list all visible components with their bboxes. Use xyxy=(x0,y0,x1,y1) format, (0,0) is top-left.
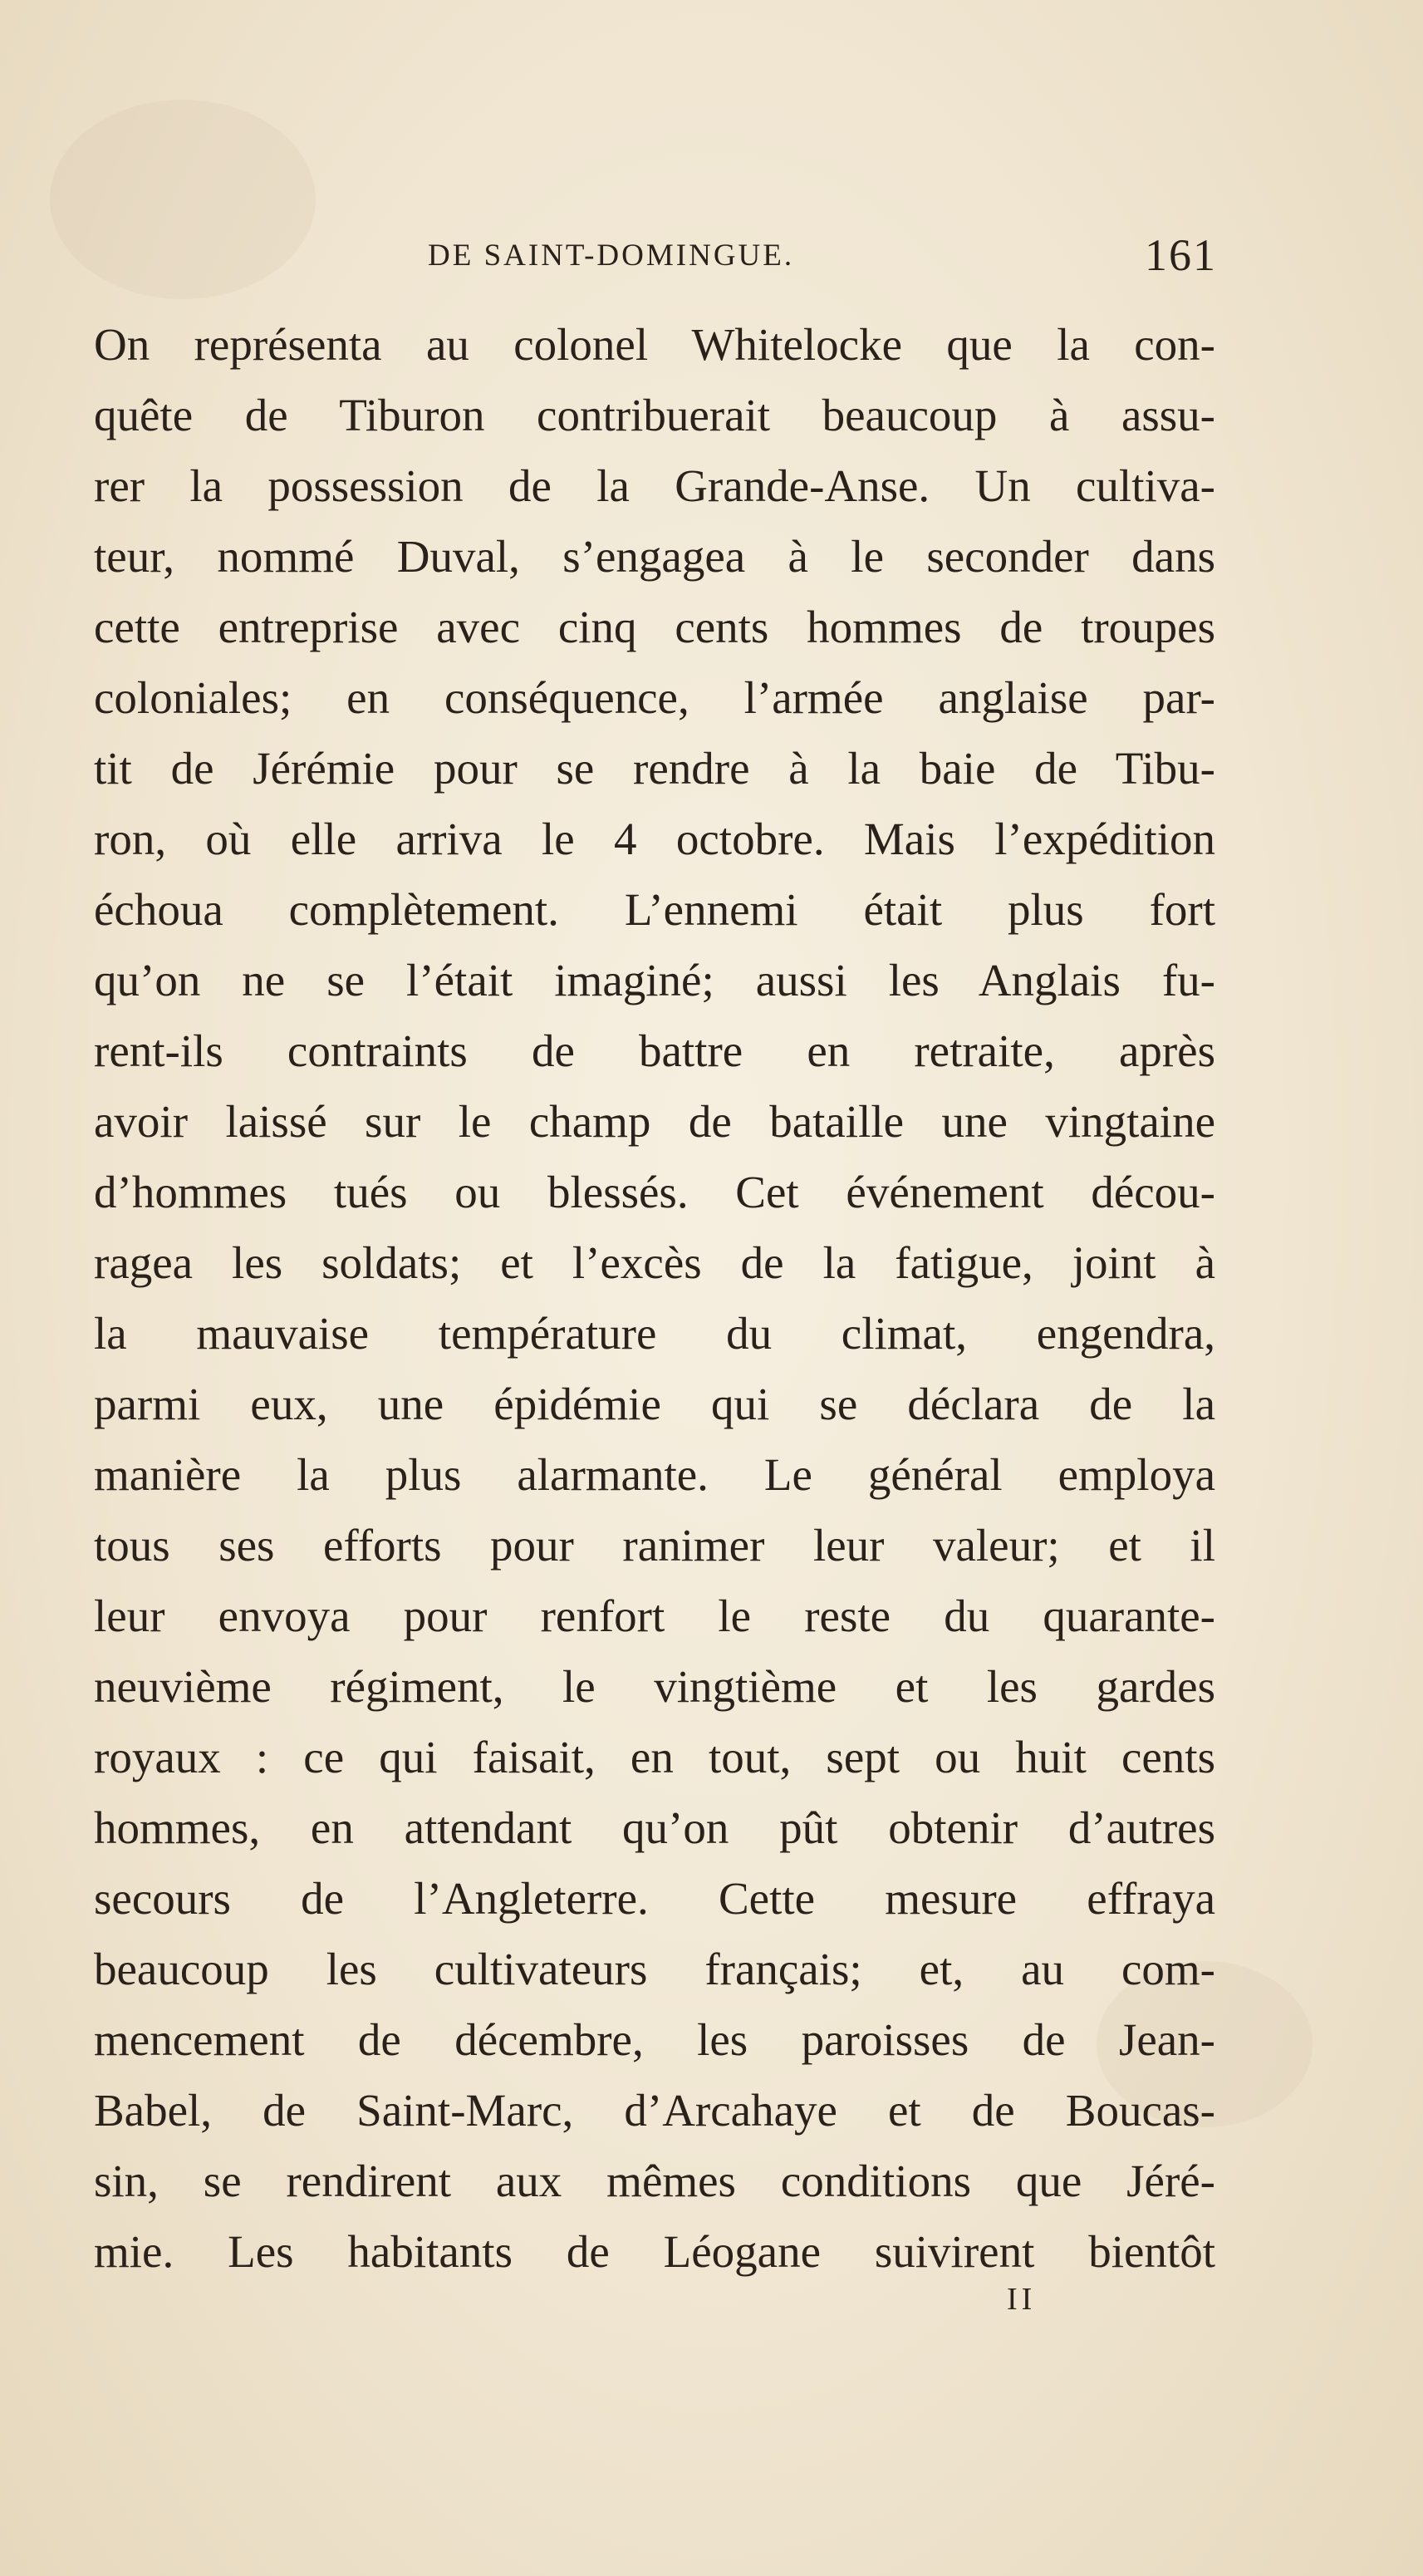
text-line: royaux : ce qui faisait, en tout, sept ou huit cents xyxy=(94,1732,1215,1782)
text-line: beaucoup les cultivateurs français; et, au com- xyxy=(94,1944,1215,1994)
signature-mark: II xyxy=(1007,2282,1037,2317)
text-line: échoua complètement. L’ennemi était plus fort xyxy=(94,884,1215,935)
text-line: parmi eux, une épidémie qui se déclara de la xyxy=(94,1379,1215,1429)
text-line: ron, où elle arriva le 4 octobre. Mais l’expédition xyxy=(94,814,1215,864)
running-title: DE SAINT-DOMINGUE. xyxy=(428,238,795,273)
text-line: mencement de décembre, les paroisses de Jean- xyxy=(94,2014,1215,2065)
text-line: d’hommes tués ou blessés. Cet événement décou- xyxy=(94,1167,1215,1217)
text-line: hommes, en attendant qu’on pût obtenir d’autres xyxy=(94,1802,1215,1853)
text-line: rer la possession de la Grande-Anse. Un cultiva- xyxy=(94,460,1215,511)
text-line: qu’on ne se l’était imaginé; aussi les Anglais fu- xyxy=(94,955,1215,1005)
paper-stain xyxy=(50,100,316,299)
text-line: tous ses efforts pour ranimer leur valeur; et il xyxy=(94,1520,1215,1571)
text-line: manière la plus alarmante. Le général employa xyxy=(94,1449,1215,1500)
text-line: leur envoya pour renfort le reste du quarante- xyxy=(94,1590,1215,1641)
text-line: ragea les soldats; et l’excès de la fatigue, joint à xyxy=(94,1237,1215,1288)
text-line: la mauvaise température du climat, engendra, xyxy=(94,1308,1215,1359)
text-line: quête de Tiburon contribuerait beaucoup à assu- xyxy=(94,390,1215,440)
text-line: avoir laissé sur le champ de bataille une vingtaine xyxy=(94,1096,1215,1147)
text-line: sin, se rendirent aux mêmes conditions que Jéré- xyxy=(94,2156,1215,2206)
text-line: coloniales; en conséquence, l’armée anglaise par- xyxy=(94,672,1215,723)
text-line: cette entreprise avec cinq cents hommes de troupes xyxy=(94,602,1215,652)
text-line: teur, nommé Duval, s’engagea à le seconder dans xyxy=(94,531,1215,582)
page-number: 161 xyxy=(1145,230,1217,280)
text-line: neuvième régiment, le vingtième et les gardes xyxy=(94,1661,1215,1712)
text-line: On représenta au colonel Whitelocke que la con- xyxy=(94,319,1215,370)
text-line: secours de l’Angleterre. Cette mesure effraya xyxy=(94,1873,1215,1924)
body-text xyxy=(94,309,1215,2287)
text-line: rent-ils contraints de battre en retraite, après xyxy=(94,1025,1215,1076)
text-line: tit de Jérémie pour se rendre à la baie de Tibu- xyxy=(94,743,1215,794)
text-line: mie. Les habitants de Léogane suivirent bientôt xyxy=(94,2226,1215,2277)
page-header xyxy=(428,230,1217,284)
text-line: Babel, de Saint-Marc, d’Arcahaye et de Boucas- xyxy=(94,2085,1215,2136)
